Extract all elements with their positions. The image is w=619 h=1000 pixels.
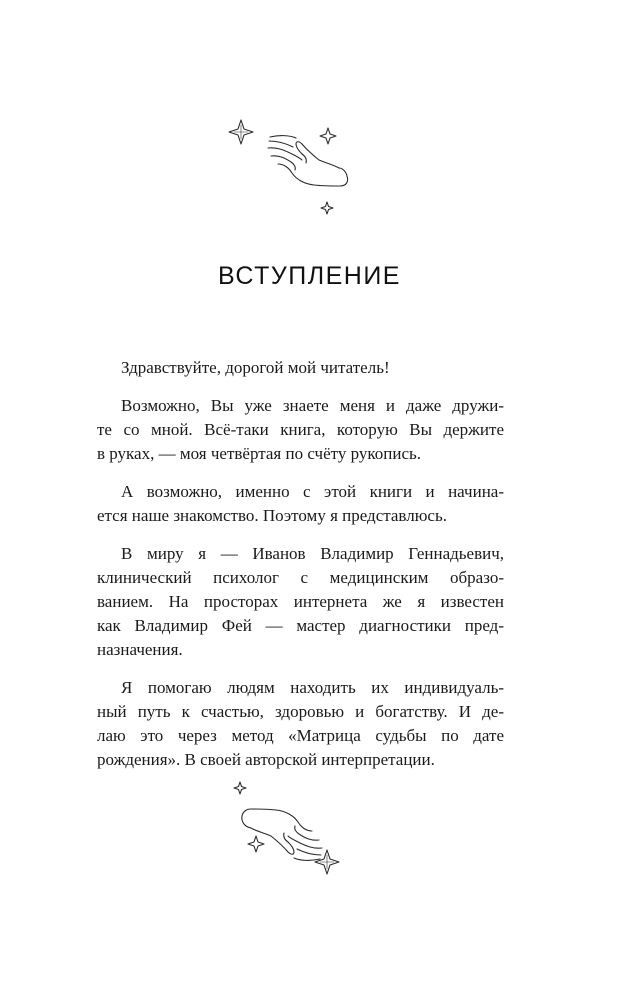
top-ornament — [222, 116, 372, 221]
text-line: Я помогаю людям находить их индивидуаль- — [121, 678, 504, 697]
text-line: В миру я — Иванов Владимир Геннадьевич, — [121, 544, 504, 563]
text-line: рождения». В своей авторской интерпретации. — [97, 750, 435, 769]
text-line: лаю это через метод «Матрица судьбы по дате — [97, 726, 504, 745]
text-line: Здравствуйте, дорогой мой читатель! — [121, 358, 390, 377]
text-line: ванием. На просторах интернета же я известен — [97, 592, 504, 611]
paragraph — [73, 356, 504, 380]
hand-with-stars-icon — [218, 778, 368, 883]
body-text — [73, 356, 504, 786]
text-line: как Владимир Фей — мастер диагностики пред- — [97, 616, 504, 635]
paragraph — [73, 394, 504, 466]
text-line: ный путь к счастью, здоровью и богатству. И де- — [97, 702, 504, 721]
page-title: ВСТУПЛЕНИЕ — [218, 262, 401, 290]
text-line: Возможно, Вы уже знаете меня и даже дружи- — [121, 396, 504, 415]
hand-with-stars-icon — [222, 116, 372, 221]
bottom-ornament — [218, 778, 368, 883]
paragraph — [73, 542, 504, 662]
text-line: А возможно, именно с этой книги и начина- — [121, 482, 504, 501]
text-line: те со мной. Всё-таки книга, которую Вы держите — [97, 420, 504, 439]
text-line: клинический психолог с медицинским образо- — [97, 568, 504, 587]
paragraph — [73, 676, 504, 772]
text-line: ется наше знакомство. Поэтому я представлюсь. — [97, 506, 447, 525]
paragraph — [73, 480, 504, 528]
text-line: назначения. — [97, 640, 183, 659]
text-line: в руках, — моя четвёртая по счёту рукопись. — [97, 444, 421, 463]
